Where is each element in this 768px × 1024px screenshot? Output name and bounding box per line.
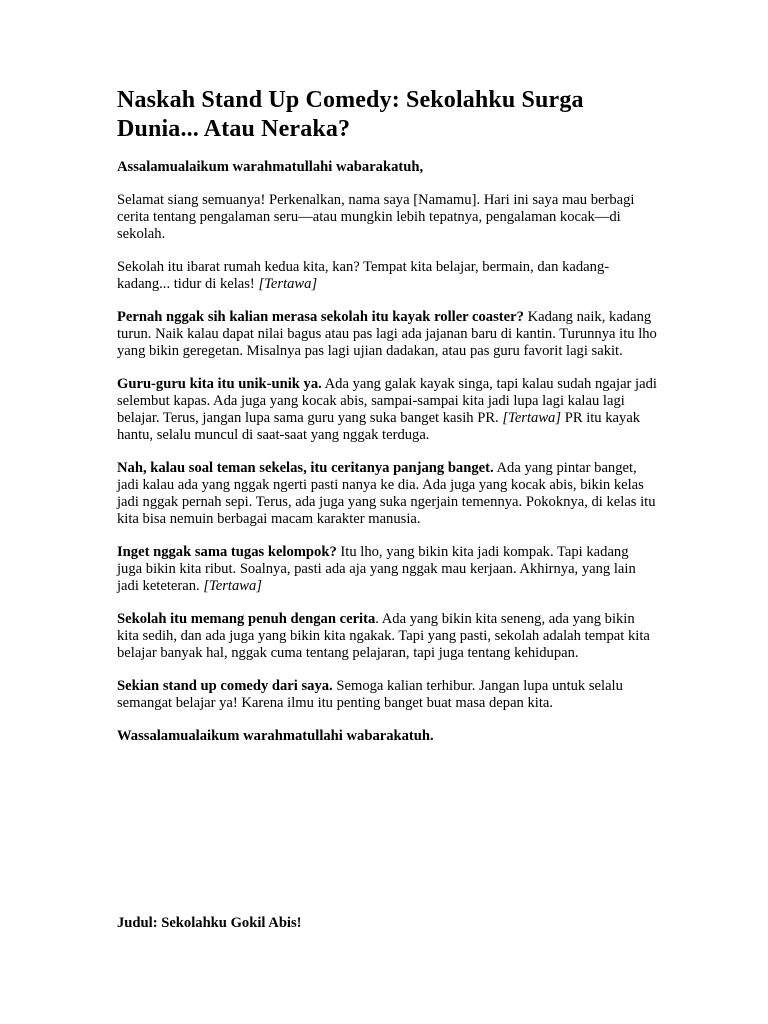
paragraph-lead: Inget nggak sama tugas kelompok? bbox=[117, 544, 337, 560]
greeting: Assalamualaikum warahmatullahi wabarakatuh, bbox=[117, 159, 424, 175]
paragraph-penuh-cerita bbox=[117, 611, 657, 662]
paragraph-lead: Sekolah itu memang penuh dengan cerita bbox=[117, 611, 376, 627]
document-title: Naskah Stand Up Comedy: Sekolahku Surga Dunia... Atau Neraka? bbox=[117, 87, 584, 142]
paragraph-penutup bbox=[117, 678, 657, 712]
paragraph-text: Ada yang galak kayak singa, tapi kalau sudah ngajar jadi selembut kapas. Ada juga yang kocak abis, sampai-sampai kita jadi lupa lagi kalau lagi belajar. Terus, jangan lupa sama guru yang suka banget kasih PR. bbox=[117, 376, 657, 426]
paragraph-lead: Guru-guru kita itu unik-unik ya. bbox=[117, 376, 322, 392]
document-body bbox=[117, 86, 657, 761]
paragraph-text: Sekolah itu ibarat rumah kedua kita, kan? Tempat kita belajar, bermain, dan kadang-kadang... tidur di kelas! bbox=[117, 259, 610, 292]
paragraph-lead: Nah, kalau soal teman sekelas, itu ceritanya panjang banget. bbox=[117, 460, 494, 476]
paragraph-teman-sekelas bbox=[117, 460, 657, 528]
paragraph-lead: Pernah nggak sih kalian merasa sekolah itu kayak roller coaster? bbox=[117, 309, 524, 325]
paragraph-text: . Ada yang bikin kita seneng, ada yang bikin kita sedih, dan ada juga yang bikin kita ngakak. Tapi yang pasti, sekolah adalah tempat kita belajar banyak hal, nggak cuma tentang pelajaran, tapi juga tentang kehidupan. bbox=[117, 611, 650, 661]
paragraph-rumah-kedua bbox=[117, 259, 657, 293]
paragraph-text: Itu lho, yang bikin kita jadi kompak. Tapi kadang juga bikin kita ribut. Soalnya, pasti ada aja yang nggak mau kerjaan. Akhirnya, yang lain jadi keteteran. bbox=[117, 544, 636, 594]
paragraph-text: Kadang naik, kadang turun. Naik kalau dapat nilai bagus atau pas lagi ada jajanan baru di kantin. Turunnya itu lho yang bikin geregetan. Misalnya pas lagi ujian dadakan, atau pas guru favorit lagi sakit. bbox=[117, 309, 657, 359]
stage-direction: [Tertawa] bbox=[203, 578, 262, 594]
paragraph-text: Semoga kalian terhibur. Jangan lupa untuk selalu semangat belajar ya! Karena ilmu itu penting banget buat masa depan kita. bbox=[117, 678, 623, 711]
paragraph-intro: Selamat siang semuanya! Perkenalkan, nama saya [Namamu]. Hari ini saya mau berbagi cerita tentang pengalaman seru—atau mungkin lebih tepatnya, pengalaman kocak—di sekolah. bbox=[117, 192, 635, 242]
paragraph-tail: PR itu kayak hantu, selalu muncul di saat-saat yang nggak terduga. bbox=[117, 410, 641, 443]
paragraph-guru bbox=[117, 376, 657, 444]
paragraph-lead: Sekian stand up comedy dari saya. bbox=[117, 678, 333, 694]
paragraph-text: Ada yang pintar banget, jadi kalau ada yang nggak ngerti pasti nanya ke dia. Ada juga yang kocak abis, bikin kelas jadi nggak pernah sepi. Terus, ada juga yang suka ngerjain temennya. Pokoknya, di kelas itu kita bisa nemuin berbagai macam karakter manusia. bbox=[117, 460, 656, 527]
paragraph-tugas-kelompok bbox=[117, 544, 657, 595]
paragraph-roller-coaster bbox=[117, 309, 657, 360]
judul-heading: Judul: Sekolahku Gokil Abis! bbox=[117, 915, 302, 931]
closing-salam: Wassalamualaikum warahmatullahi wabarakatuh. bbox=[117, 728, 434, 744]
stage-direction: [Tertawa] bbox=[258, 276, 318, 292]
stage-direction: [Tertawa] bbox=[502, 410, 562, 426]
